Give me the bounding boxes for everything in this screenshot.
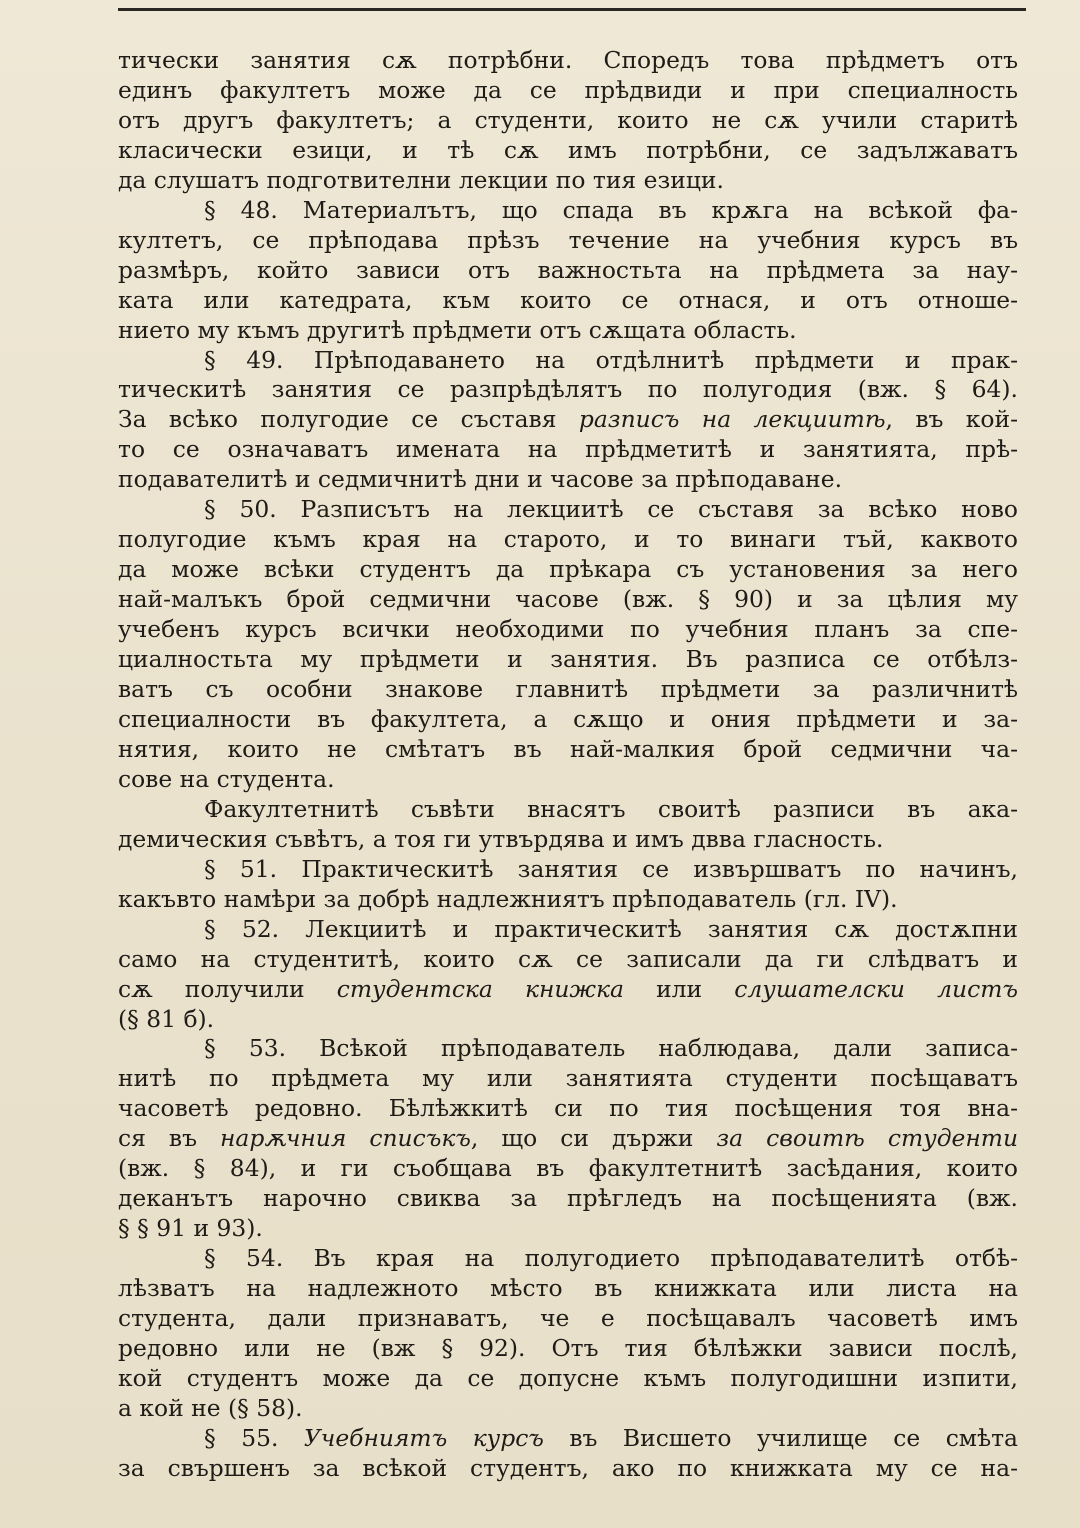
text-line: да слушатъ подготвителни лекции по тия езици. [118,165,724,194]
text-line: демическия съвѣтъ, а тоя ги утвърдява и имъ двва гласность. [118,824,884,853]
body-text [118,46,1018,1484]
italic-term: Учебниятъ курсъ [303,1423,544,1452]
text-line: ката или катедрата, към които се отнася, и отъ отноше- [118,285,1018,314]
text-run: , що си държи [470,1124,717,1153]
text-line: часоветѣ редовно. Бѣлѣжкитѣ си по тия посѣщения тоя вна- [118,1094,1018,1123]
text-run: За всѣко полугодие се съставя [118,405,579,434]
text-line: тически занятия сѫ потрѣбни. Споредъ това прѣдметъ отъ [118,46,1018,74]
italic-term: студентска книжка [336,974,624,1003]
text-line: § 48. Материалътъ, що спада въ крѫга на всѣкой фа- [204,195,1018,224]
text-line: нието му къмъ другитѣ прѣдмети отъ сѫщата область. [118,315,797,344]
section-50 [118,495,1018,795]
text-line [118,1124,1018,1154]
text-line: нятия, които не смѣтатъ въ най-малкия брой седмични ча- [118,734,1018,763]
text-line: циалностьта му прѣдмети и занятия. Въ разписа се отбѣлз- [118,645,1018,674]
text-line: тическитѣ занятия се разпрѣдѣлятъ по полугодия (вж. § 64). [118,375,1018,404]
text-line: култетъ, се прѣподава прѣзъ течение на учебния курсъ въ [118,225,1018,254]
text-line: (§ 81 б). [118,1004,215,1033]
text-line: § 51. Практическитѣ занятия се извършватъ по начинъ, [204,854,1018,883]
text-line: за свършенъ за всѣкой студентъ, ако по книжката му се на- [118,1453,1018,1482]
text-line: деканътъ нарочно свиква за прѣгледъ на посѣщенията (вж. [118,1184,1018,1213]
text-line: отъ другъ факултетъ; а студенти, които не сѫ учили старитѣ [118,105,1018,134]
text-line: кой студентъ може да се допусне къмъ полугодишни изпити, [118,1363,1018,1392]
text-line [118,405,1018,435]
text-run: въ Висшето училище се смѣта [543,1423,1018,1452]
text-line: то се означаватъ имената на прѣдметитѣ и занятията, прѣ- [118,435,1018,464]
text-run: ся въ [118,1124,220,1153]
section-48 [118,196,1018,346]
text-line: ватъ съ особни знакове главнитѣ прѣдмети за различнитѣ [118,675,1018,704]
section-51 [118,855,1018,915]
text-line: § 49. Прѣподаването на отдѣлнитѣ прѣдмети и прак- [204,345,1018,374]
text-line: специалности въ факултета, а сѫщо и ония прѣдмети и за- [118,704,1018,733]
text-line: размѣръ, който зависи отъ важностьта на прѣдмета за нау- [118,255,1018,284]
text-line: най-малъкъ брой седмични часове (вж. § 90) и за цѣлия му [118,585,1018,614]
text-line: лѣзватъ на надлежното мѣсто въ книжката или листа на [118,1274,1018,1303]
text-line: § § 91 и 93). [118,1214,263,1243]
text-line: Факултетнитѣ съвѣти внасятъ своитѣ разписи въ ака- [204,794,1018,823]
text-line: § 52. Лекциитѣ и практическитѣ занятия сѫ достѫпни [204,914,1018,943]
text-run: или [623,974,735,1003]
text-line: учебенъ курсъ всички необходими по учебния планъ за спе- [118,615,1018,644]
text-line: какъвто намѣри за добрѣ надлежниятъ прѣподаватель (гл. IV). [118,884,898,913]
header-rule [118,8,1026,11]
section-52 [118,915,1018,1035]
text-line: студента, дали признаватъ, че е посѣщавалъ часоветѣ имъ [118,1304,1018,1333]
text-line: подавателитѣ и седмичнитѣ дни и часове за прѣподаване. [118,465,843,494]
text-run: сѫ получили [118,974,337,1003]
text-line: да може всѣки студентъ да прѣкара съ установения за него [118,555,1018,584]
section-54 [118,1244,1018,1424]
text-line: нитѣ по прѣдмета му или занятията студенти посѣщаватъ [118,1064,1018,1093]
italic-term: разписъ на лекциитѣ [578,405,886,434]
text-line: само на студентитѣ, които сѫ се записали да ги слѣдватъ и [118,944,1018,973]
text-line: класически езици, и тѣ сѫ имъ потрѣбни, се задължаватъ [118,135,1018,164]
italic-term: нарѫчния списъкъ [220,1124,471,1153]
text-line: редовно или не (вж § 92). Отъ тия бѣлѣжки зависи послѣ, [118,1333,1018,1362]
section-53 [118,1034,1018,1244]
text-line: § 53. Всѣкой прѣподаватель наблюдава, дали записа- [204,1034,1018,1063]
paragraph-continuation [118,46,1018,196]
text-line: (вж. § 84), и ги съобщава въ факултетнитѣ засѣдания, които [118,1154,1018,1183]
text-line: а кой не (§ 58). [118,1393,303,1422]
italic-term: за своитѣ студенти [716,1124,1019,1153]
paragraph-faculty-councils [118,795,1018,855]
text-run: , въ кой- [885,405,1018,434]
text-line: полугодие къмъ края на старото, и то винаги тъй, каквото [118,525,1018,554]
text-run: § 55. [204,1423,304,1452]
text-line: § 50. Разписътъ на лекциитѣ се съставя за всѣко ново [204,495,1018,524]
text-line [118,1424,1018,1454]
text-line: § 54. Въ края на полугодието прѣподавателитѣ отбѣ- [204,1244,1018,1273]
text-line [118,975,1018,1005]
text-line: сове на студента. [118,764,335,793]
text-line: единъ факултетъ може да се прѣдвиди и при специалность [118,75,1018,104]
italic-term: слушателски листъ [734,974,1018,1003]
section-49 [118,346,1018,496]
section-55 [118,1424,1018,1484]
